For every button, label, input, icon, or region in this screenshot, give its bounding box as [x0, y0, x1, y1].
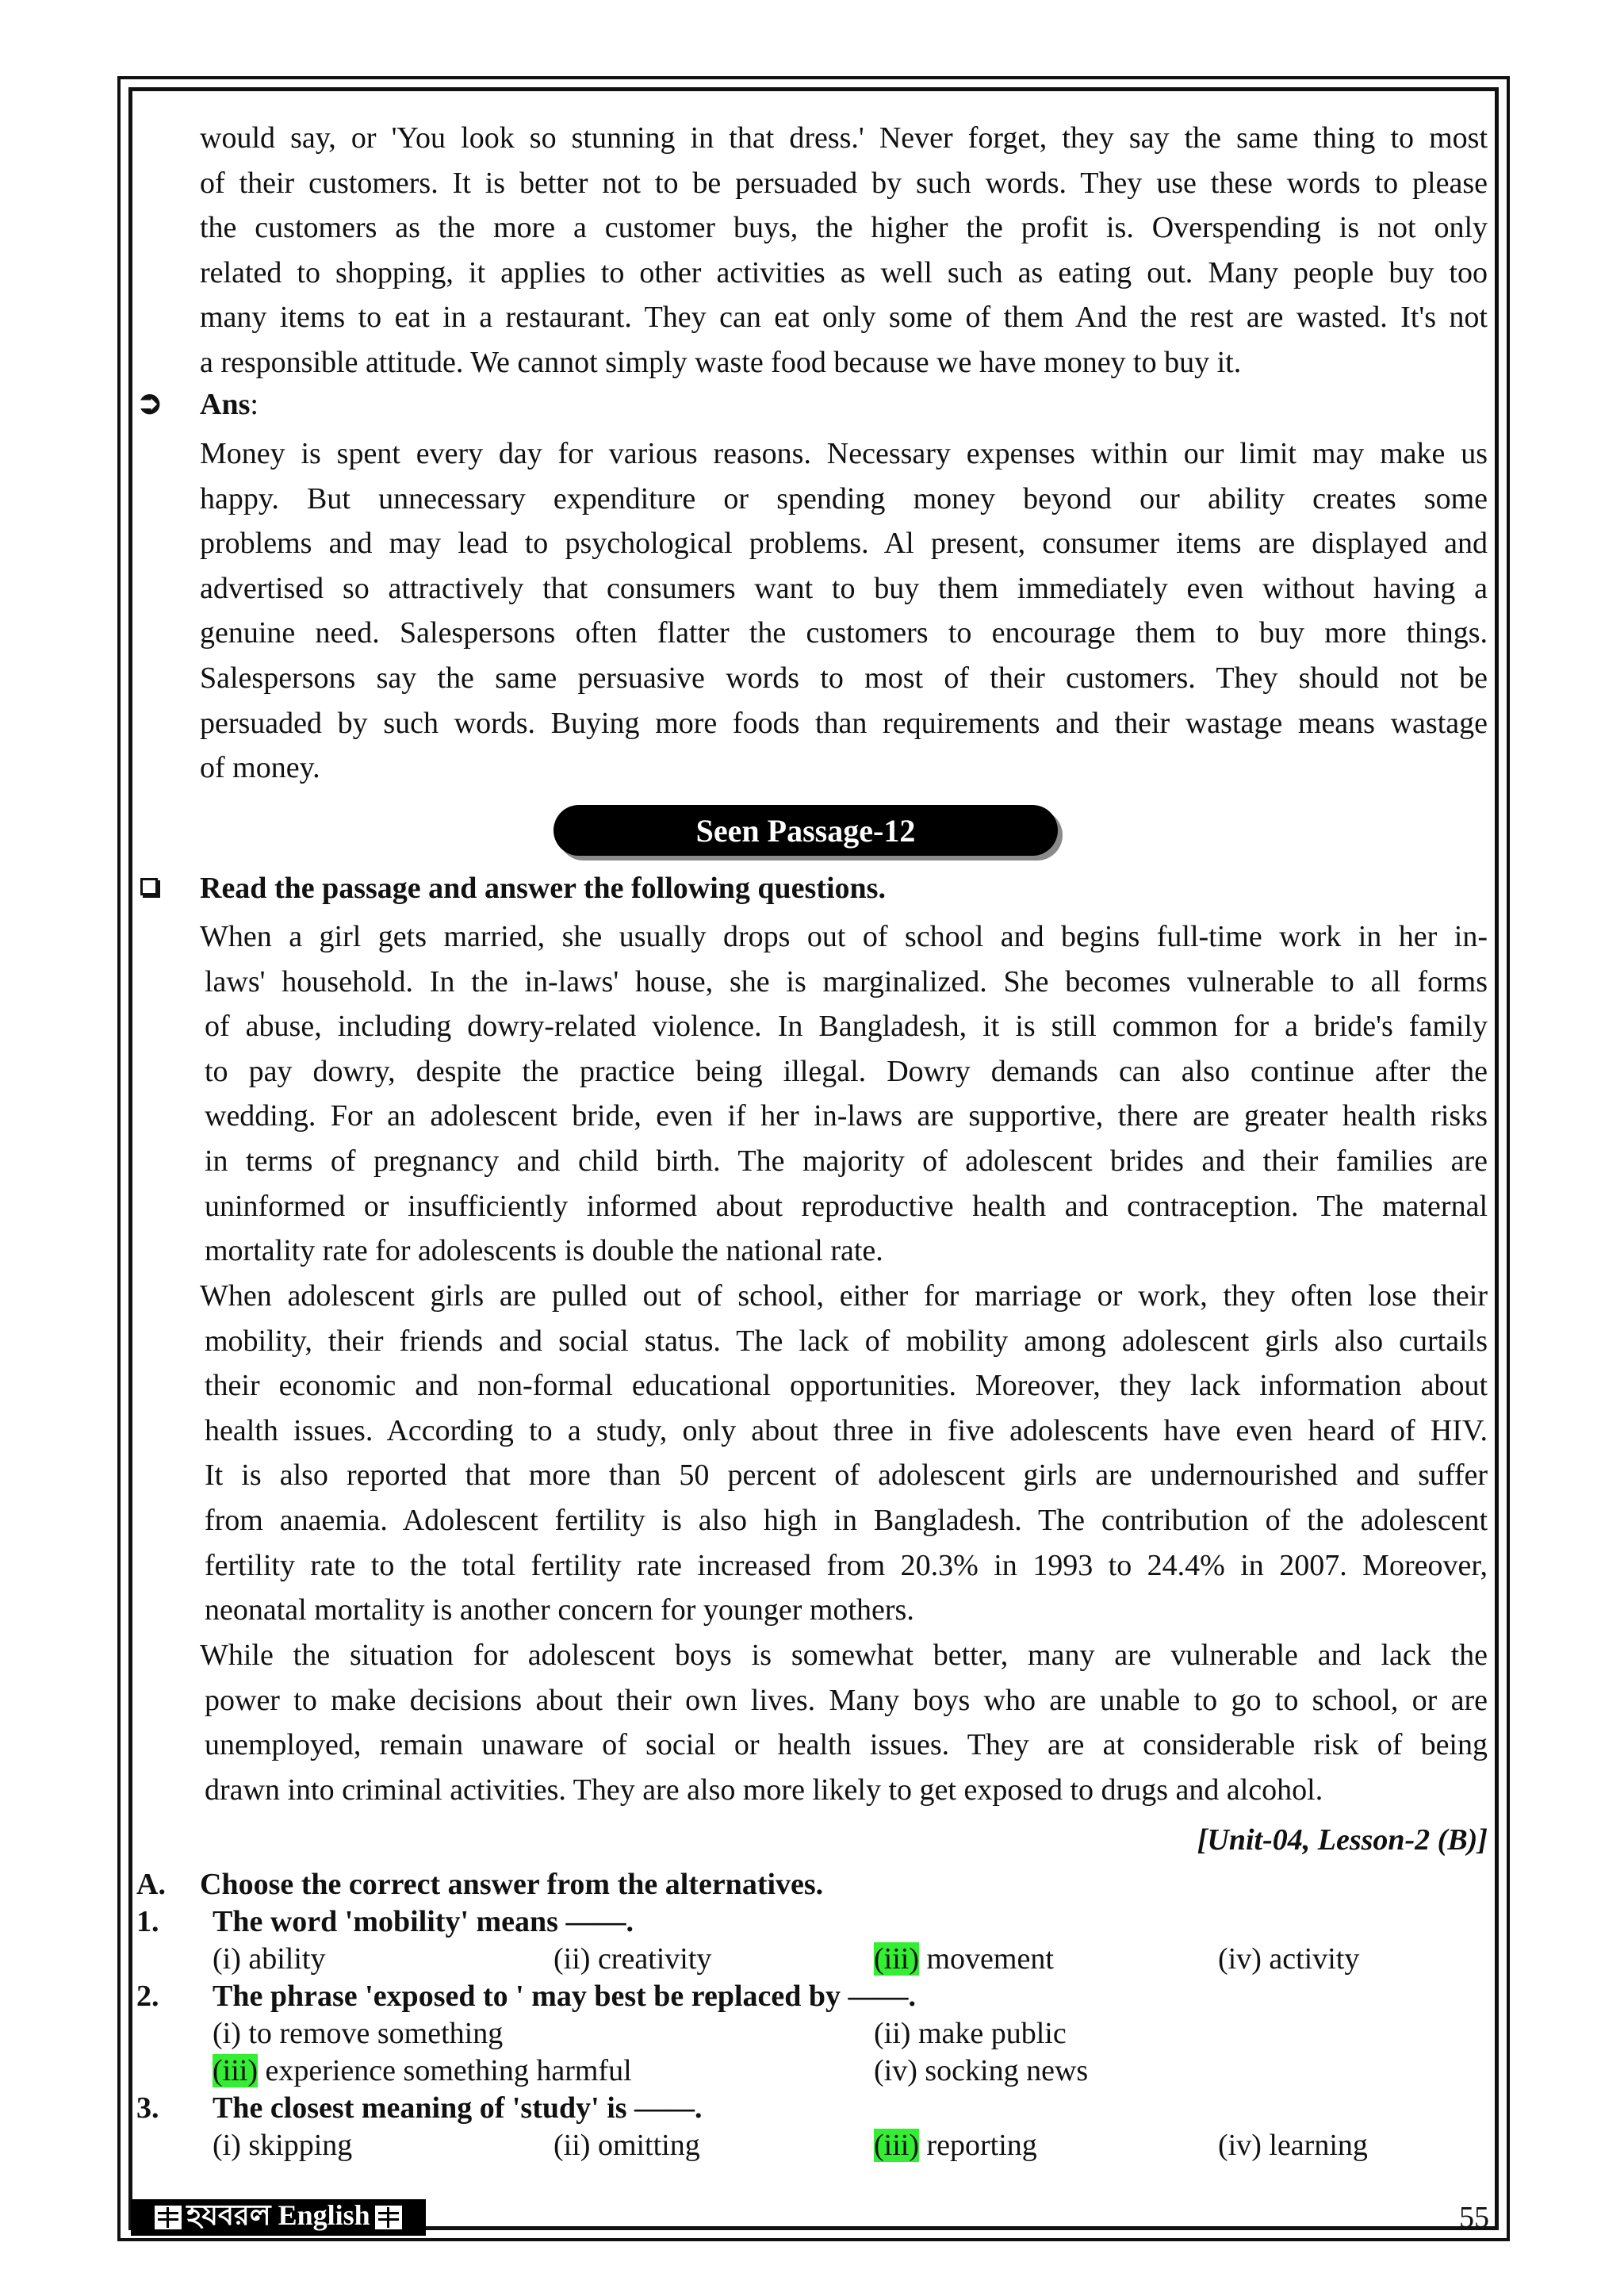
text-line: persuaded by such words. Buying more foods than requirements and their wastage means wastage — [200, 706, 1488, 740]
passage-paragraph-1 — [200, 914, 1488, 1274]
option — [213, 1941, 325, 1976]
text-line: related to shopping, it applies to other activities as well such as eating out. Many people buy too — [200, 255, 1488, 289]
answer-label: Ans — [200, 388, 251, 421]
text-line: health issues. According to a study, only about three in five adolescents have even heard of HIV. — [205, 1413, 1488, 1447]
section-a-label: A. — [136, 1868, 166, 1901]
option-mark: (iv) — [1218, 1942, 1262, 1976]
option — [553, 2128, 700, 2163]
correct-answer-highlight: (iii) — [874, 2129, 919, 2162]
option-text: experience something harmful — [257, 2054, 632, 2087]
option — [874, 2053, 1088, 2088]
option — [553, 1941, 711, 1976]
text-line: power to make decisions about their own lives. Many boys who are unable to go to school, or are — [205, 1683, 1488, 1717]
text-line: mortality rate for adolescents is double the national rate. — [205, 1234, 883, 1268]
text-line: mobility, their friends and social status. The lack of mobility among adolescent girls also curtails — [205, 1324, 1488, 1358]
text-line: Money is spent every day for various reasons. Necessary expenses within our limit may make us — [200, 437, 1488, 470]
section-a-title: Choose the correct answer from the alternatives. — [200, 1868, 824, 1901]
text-line: would say, or 'You look so stunning in that dress.' Never forget, they say the same thing to most — [200, 121, 1488, 155]
option-correct — [213, 2053, 632, 2088]
text-line: When a girl gets married, she usually drops out of school and begins full-time work in her in- — [200, 920, 1488, 953]
text-line: laws' household. In the in-laws' house, she is marginalized. She becomes vulnerable to all forms — [205, 964, 1488, 999]
text-line: of abuse, including dowry-related violence. In Bangladesh, it is still common for a bride's family — [205, 1010, 1488, 1044]
text-line: When adolescent girls are pulled out of school, either for marriage or work, they often lose their — [200, 1279, 1488, 1313]
text-line: the customers as the more a customer buys, the higher the profit is. Overspending is not only — [200, 211, 1488, 245]
option — [213, 2016, 503, 2051]
book-icon — [155, 2206, 182, 2229]
text-line: their economic and non-formal educational opportunities. Moreover, they lack information about — [205, 1369, 1488, 1403]
question-number: 3. — [136, 2091, 159, 2125]
option-mark: (i) — [213, 2017, 241, 2050]
correct-answer-highlight: (iii) — [213, 2054, 258, 2087]
text-line: unemployed, remain unaware of social or health issues. They are at considerable risk of being — [205, 1728, 1488, 1762]
option — [874, 2016, 1067, 2051]
text-line: to pay dowry, despite the practice being illegal. Dowry demands can also continue after the — [205, 1054, 1488, 1088]
option-text: skipping — [240, 2129, 353, 2162]
question-text: The phrase 'exposed to ' may best be replaced by ——. — [213, 1980, 917, 2013]
text-line: While the situation for adolescent boys is somewhat better, many are vulnerable and lack the — [200, 1639, 1488, 1672]
text-line: advertised so attractively that consumers want to buy them immediately even without having a — [200, 571, 1488, 605]
correct-answer-highlight: (iii) — [874, 1942, 919, 1976]
text-line: a responsible attitude. We cannot simply waste food because we have money to buy it. — [200, 345, 1242, 379]
text-line: many items to eat in a restaurant. They can eat only some of them And the rest are wasted. It's not — [200, 301, 1488, 335]
footer-brand-badge — [131, 2199, 426, 2236]
text-line: wedding. For an adolescent bride, even if her in-laws are supportive, there are greater health risks — [205, 1099, 1488, 1133]
section-title-pill — [553, 805, 1058, 856]
text-line: of money. — [200, 751, 320, 785]
unit-reference: [Unit-04, Lesson-2 (B)] — [1197, 1823, 1488, 1857]
text-line: from anaemia. Adolescent fertility is also high in Bangladesh. The contribution of the adolescent — [205, 1503, 1488, 1537]
text-line: problems and may lead to psychological problems. Al present, consumer items are displayed and — [200, 527, 1488, 561]
option-mark: (i) — [213, 1942, 241, 1976]
page-number: 55 — [1459, 2201, 1489, 2234]
book-icon — [375, 2206, 402, 2229]
text-line: genuine need. Salespersons often flatter the customers to encourage them to buy more things. — [200, 616, 1488, 650]
option-text: creativity — [590, 1942, 712, 1976]
checkbox-icon — [140, 878, 158, 895]
option-correct — [874, 2128, 1037, 2163]
option-text: to remove something — [240, 2017, 504, 2050]
text-line: of their customers. It is better not to be persuaded by such words. They use these words to please — [200, 166, 1488, 200]
instruction-heading: Read the passage and answer the following questions. — [200, 872, 886, 905]
option-text: activity — [1261, 1942, 1360, 1976]
text-line: happy. But unnecessary expenditure or spending money beyond our ability creates some — [200, 481, 1488, 516]
option — [1218, 1941, 1359, 1976]
option-text: reporting — [918, 2129, 1037, 2162]
text-line: neonatal mortality is another concern for younger mothers. — [205, 1593, 914, 1627]
section-title: Seen Passage-12 — [695, 812, 916, 849]
answer-heading — [200, 387, 259, 422]
option-text: movement — [918, 1942, 1054, 1976]
option-mark: (iv) — [874, 2054, 917, 2087]
text-line: drawn into criminal activities. They are also more likely to get exposed to drugs and alcohol. — [205, 1773, 1323, 1807]
passage-paragraph-3 — [200, 1633, 1488, 1812]
option-mark: (iv) — [1218, 2129, 1262, 2162]
answer-text — [200, 431, 1488, 791]
option — [213, 2128, 352, 2163]
answer-colon: : — [250, 388, 259, 421]
option-correct — [874, 1941, 1054, 1976]
text-line: fertility rate to the total fertility rate increased from 20.3% in 1993 to 24.4% in 2007. Moreover, — [205, 1548, 1488, 1582]
text-line: It is also reported that more than 50 percent of adolescent girls are undernourished and suffer — [205, 1458, 1488, 1493]
option-text: learning — [1261, 2129, 1368, 2162]
passage-continuation — [200, 116, 1488, 385]
text-line: uninformed or insufficiently informed about reproductive health and contraception. The maternal — [205, 1189, 1488, 1223]
question-text: The word 'mobility' means ——. — [213, 1905, 634, 1938]
option — [1218, 2128, 1368, 2163]
question-number: 2. — [136, 1980, 159, 2013]
text-line: in terms of pregnancy and child birth. The majority of adolescent brides and their families are — [205, 1144, 1488, 1178]
option-text: socking news — [917, 2054, 1089, 2087]
option-text: omitting — [590, 2129, 700, 2162]
option-mark: (ii) — [874, 2017, 911, 2050]
option-mark: (i) — [213, 2129, 241, 2162]
text-line: Salespersons say the same persuasive words to most of their customers. They should not be — [200, 661, 1488, 695]
option-text: make public — [910, 2017, 1067, 2050]
option-mark: (ii) — [553, 1942, 591, 1976]
footer-brand: হযবরল English — [186, 2199, 370, 2231]
question-number: 1. — [136, 1905, 159, 1938]
question-text: The closest meaning of 'study' is ——. — [213, 2091, 703, 2125]
passage-paragraph-2 — [200, 1274, 1488, 1633]
option-mark: (ii) — [553, 2129, 591, 2162]
arrow-right-icon: ➲ — [136, 385, 163, 420]
option-text: ability — [240, 1942, 326, 1976]
